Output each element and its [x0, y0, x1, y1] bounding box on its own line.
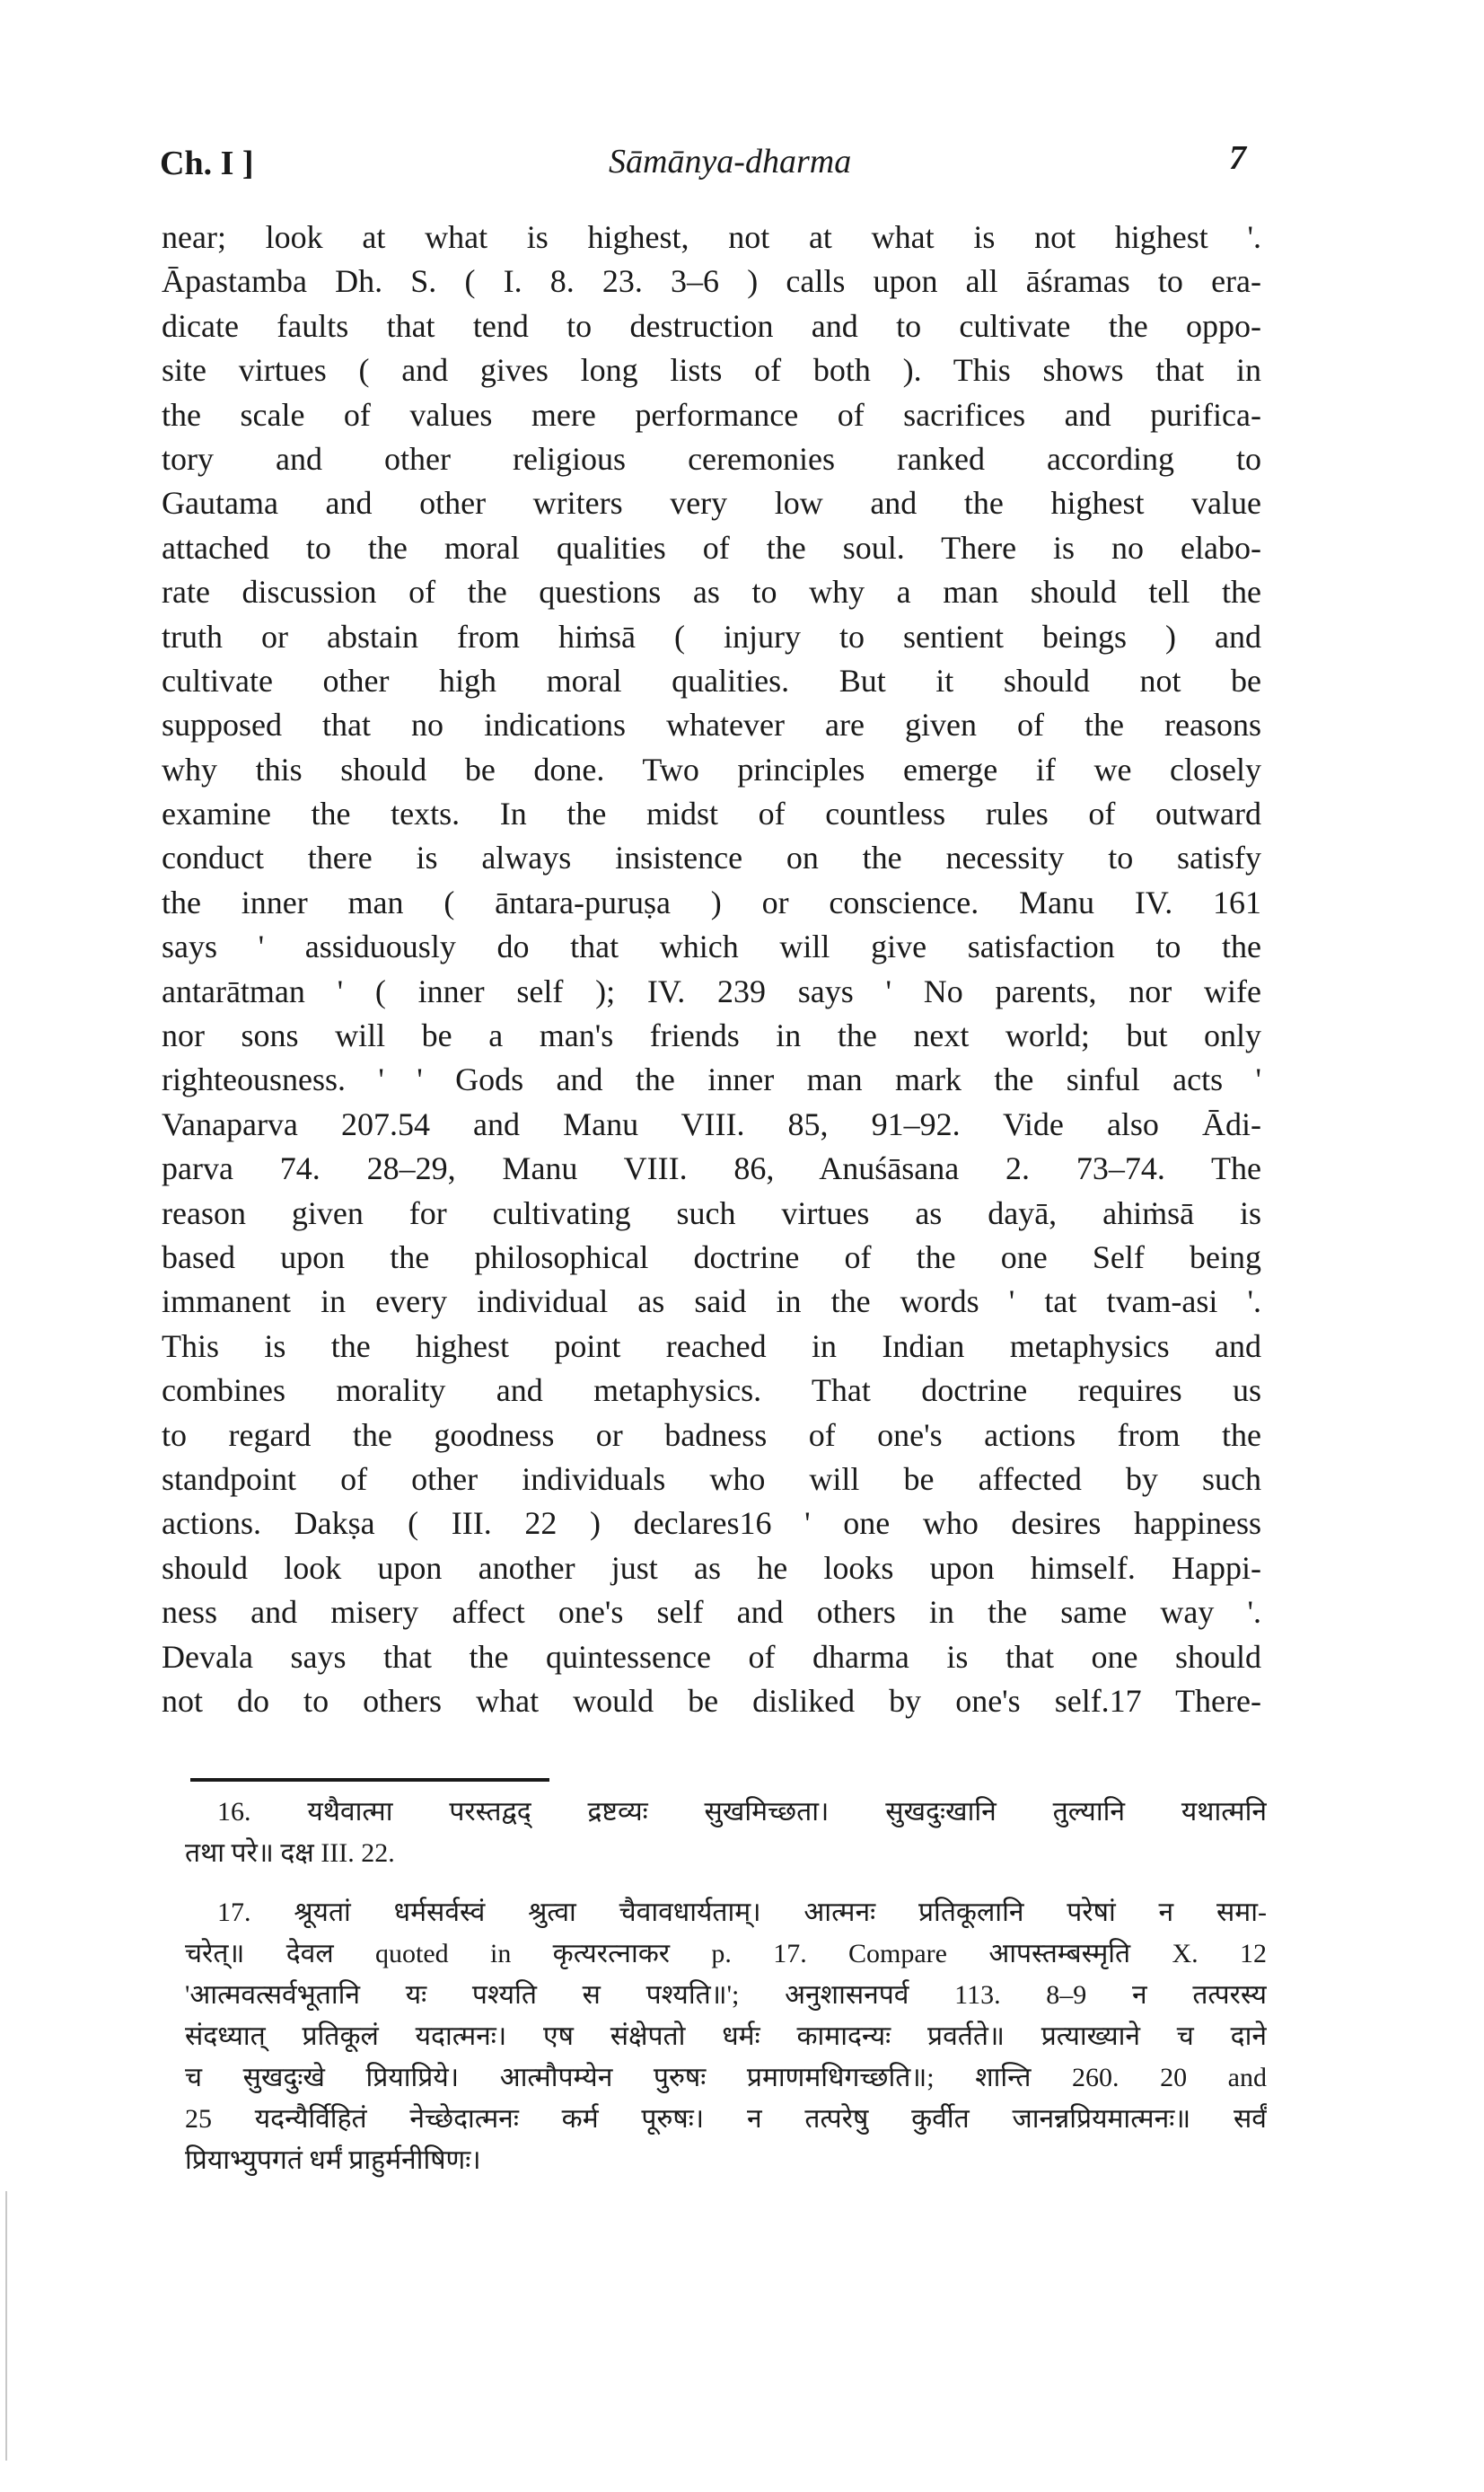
- body-line: should look upon another just as he looks upon himself. Happi-: [162, 1549, 1261, 1586]
- body-line: This is the highest point reached in Indian metaphysics and: [162, 1327, 1261, 1364]
- body-line: conduct there is always insistence on the necessity to satisfy: [162, 840, 1261, 876]
- footnote-line: तथा परे॥ दक्ष III. 22.: [185, 1838, 395, 1868]
- footnote-rule: [190, 1778, 549, 1782]
- body-line: cultivate other high moral qualities. But it should not be: [162, 662, 1261, 699]
- body-line: site virtues ( and gives long lists of both ). This shows that in: [162, 352, 1261, 389]
- footnote: [185, 1792, 1267, 1874]
- body-line: why this should be done. Two principles emerge if we closely: [162, 751, 1261, 788]
- body-line: says ' assiduously do that which will give satisfaction to the: [162, 929, 1261, 965]
- footnotes: [185, 1792, 1267, 2181]
- footnote-line: च सुखदुःखे प्रियाप्रिये। आत्मौपम्येन पुरुषः प्रमाणमधिगच्छति॥; शान्ति 260. 20 and: [185, 2063, 1267, 2092]
- chapter-label: Ch. I ]: [160, 145, 254, 182]
- body-line: parva 74. 28–29, Manu VIII. 86, Anuśāsana 2. 73–74. The: [162, 1150, 1261, 1187]
- body-line: Gautama and other writers very low and the highest value: [162, 485, 1261, 522]
- body-line: standpoint of other individuals who will be affected by such: [162, 1460, 1261, 1497]
- body-line: near; look at what is highest, not at what is not highest '.: [162, 219, 1261, 255]
- footnote-line: 'आत्मवत्सर्वभूतानि यः पश्यति स पश्यति॥'; अनुशासनपर्व 113. 8–9 न तत्परस्य: [185, 1980, 1267, 2010]
- footnote-line: 16. यथैवात्मा परस्तद्वद् द्रष्टव्यः सुखमिच्छता। सुखदुःखानि तुल्यानि यथात्मनि: [217, 1797, 1267, 1827]
- body-line: nor sons will be a man's friends in the next world; but only: [162, 1017, 1261, 1054]
- body-line: truth or abstain from hiṁsā ( injury to sentient beings ) and: [162, 618, 1261, 655]
- body-line: tory and other religious ceremonies ranked according to: [162, 440, 1261, 477]
- body-line: the inner man ( āntara-puruṣa ) or conscience. Manu IV. 161: [162, 884, 1261, 920]
- body-line: righteousness. ' ' Gods and the inner man mark the sinful acts ': [162, 1061, 1261, 1098]
- body-line: dicate faults that tend to destruction and to cultivate the oppo-: [162, 307, 1261, 344]
- body-text: [162, 216, 1261, 1723]
- body-line: ness and misery affect one's self and others in the same way '.: [162, 1594, 1261, 1631]
- footnote-line: 17. श्रूयतां धर्मसर्वस्वं श्रुत्वा चैवावधार्यताम्। आत्मनः प्रतिकूलानि परेषां न समा-: [217, 1898, 1267, 1927]
- body-line: combines morality and metaphysics. That doctrine requires us: [162, 1372, 1261, 1409]
- body-line: rate discussion of the questions as to why a man should tell the: [162, 574, 1261, 611]
- footnote: [185, 1892, 1267, 2181]
- body-line: reason given for cultivating such virtues as dayā, ahiṁsā is: [162, 1194, 1261, 1231]
- body-line: supposed that no indications whatever are given of the reasons: [162, 707, 1261, 744]
- body-line: examine the texts. In the midst of countless rules of outward: [162, 796, 1261, 832]
- footnote-line: 25 यदन्यैर्विहितं नेच्छेदात्मनः कर्म पूरुषः। न तत्परेषु कुर्वीत जानन्नप्रियमात्मनः॥ सर्वं: [185, 2104, 1267, 2134]
- body-line: based upon the philosophical doctrine of the one Self being: [162, 1238, 1261, 1275]
- body-line: Vanaparva 207.54 and Manu VIII. 85, 91–92. Vide also Ādi-: [162, 1105, 1261, 1142]
- page-edge: [5, 2191, 7, 2461]
- footnote-gap: [185, 1874, 1267, 1892]
- body-line: attached to the moral qualities of the soul. There is no elabo-: [162, 529, 1261, 566]
- page-number: 7: [1229, 139, 1246, 177]
- body-line: Devala says that the quintessence of dharma is that one should: [162, 1638, 1261, 1675]
- footnote-line: संदध्यात् प्रतिकूलं यदात्मनः। एष संक्षेपतो धर्मः कामादन्यः प्रवर्तते॥ प्रत्याख्याने च दाने: [185, 2021, 1267, 2051]
- body-line: the scale of values mere performance of sacrifices and purifica-: [162, 396, 1261, 433]
- body-line: immanent in every individual as said in the words ' tat tvam-asi '.: [162, 1283, 1261, 1320]
- footnote-line: चरेत्॥ देवल quoted in कृत्यरत्नाकर p. 17. Compare आपस्तम्बस्मृति X. 12: [185, 1939, 1267, 1968]
- body-line: antarātman ' ( inner self ); IV. 239 says ' No parents, nor wife: [162, 973, 1261, 1009]
- running-header: [160, 136, 1264, 190]
- body-line: to regard the goodness or badness of one's actions from the: [162, 1416, 1261, 1453]
- body-line: actions. Dakṣa ( III. 22 ) declares16 ' one who desires happiness: [162, 1505, 1261, 1542]
- running-title: Sāmānya-dharma: [609, 143, 852, 181]
- body-line: not do to others what would be disliked by one's self.17 There-: [162, 1682, 1261, 1719]
- footnote-line: प्रियाभ्युपगतं धर्मं प्राहुर्मनीषिणः।: [185, 2145, 481, 2175]
- body-line: Āpastamba Dh. S. ( I. 8. 23. 3–6 ) calls upon all āśramas to era-: [162, 263, 1261, 300]
